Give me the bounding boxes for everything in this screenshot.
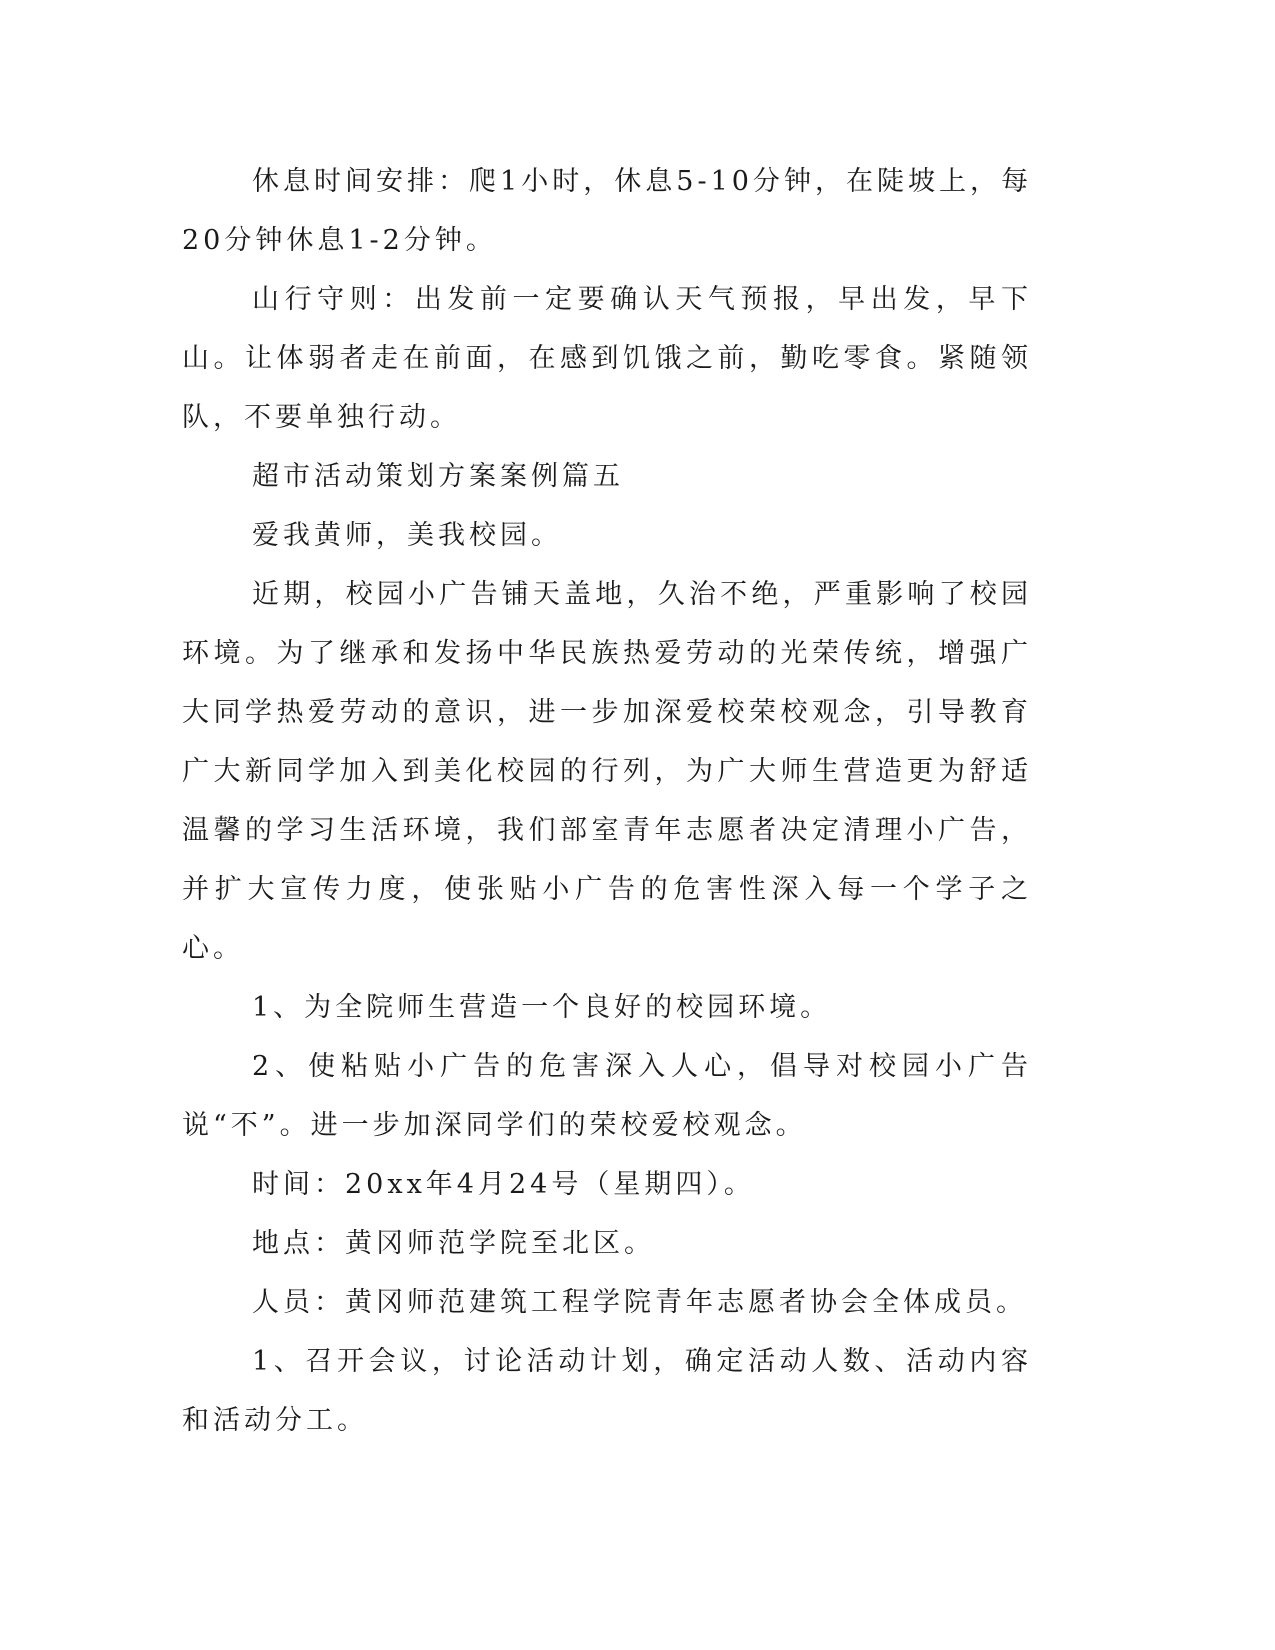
paragraph-hiking-rules: 山行守则：出发前一定要确认天气预报，早出发，早下山。让体弱者走在前面，在感到饥饿之前，勤吃零食。紧随领队，不要单独行动。 <box>182 284 1032 433</box>
document-body <box>182 152 1032 1450</box>
paragraph-personnel: 人员：黄冈师范建筑工程学院青年志愿者协会全体成员。 <box>252 1287 1027 1318</box>
paragraph-goal-2: 2、使粘贴小广告的危害深入人心，倡导对校园小广告说“不”。进一步加深同学们的荣校爱校观念。 <box>182 1051 1032 1141</box>
paragraph-location: 地点：黄冈师范学院至北区。 <box>252 1228 655 1259</box>
paragraph-goal-1: 1、为全院师生营造一个良好的校园环境。 <box>252 992 832 1023</box>
paragraph-slogan: 爱我黄师，美我校园。 <box>252 520 562 551</box>
paragraph-background: 近期，校园小广告铺天盖地，久治不绝，严重影响了校园环境。为了继承和发扬中华民族热爱劳动的光荣传统，增强广大同学热爱劳动的意识，进一步加深爱校荣校观念，引导教育广大新同学加入到美化校园的行列，为广大师生营造更为舒适温馨的学习生活环境，我们部室青年志愿者决定清理小广告，并扩大宣传力度，使张贴小广告的危害性深入每一个学子之心。 <box>182 579 1032 964</box>
paragraph-time: 时间：20xx年4月24号（星期四）。 <box>252 1169 755 1200</box>
section-heading: 超市活动策划方案案例篇五 <box>252 461 624 492</box>
paragraph-rest-schedule: 休息时间安排：爬1小时，休息5-10分钟，在陡坡上，每20分钟休息1-2分钟。 <box>182 166 1032 256</box>
paragraph-step-1: 1、召开会议，讨论活动计划，确定活动人数、活动内容和活动分工。 <box>182 1346 1032 1436</box>
